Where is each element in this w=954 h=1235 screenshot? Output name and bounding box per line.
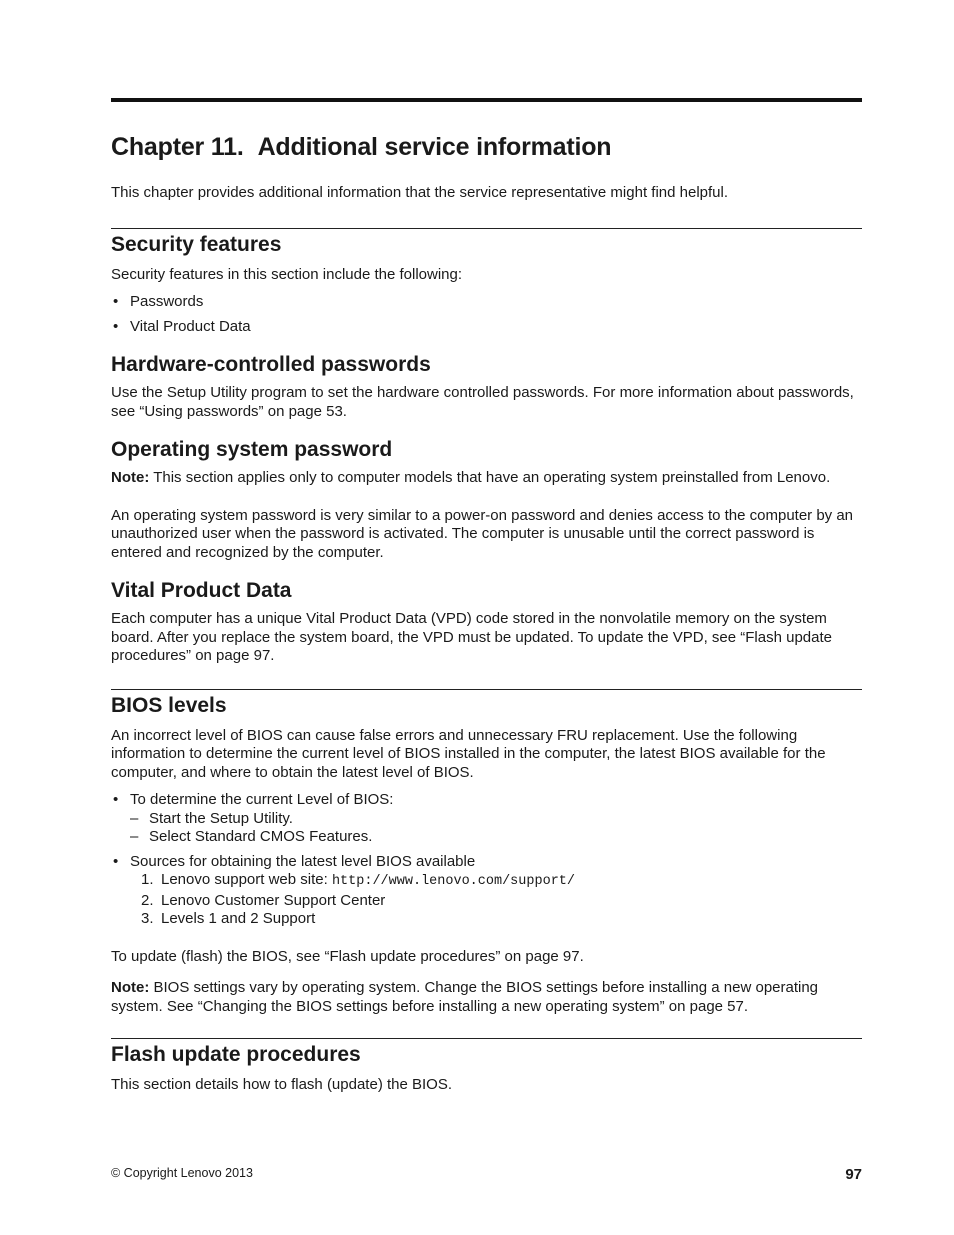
footer-copyright: © Copyright Lenovo 2013: [111, 1166, 253, 1180]
hardware-passwords-heading: Hardware-controlled passwords: [111, 353, 431, 376]
list-item: • Vital Product Data: [111, 318, 862, 337]
bios-sources-label: Sources for obtaining the latest level BIOS available: [130, 852, 476, 870]
item-number: 3.: [141, 910, 154, 927]
bios-list: [111, 791, 862, 929]
note-text: This section applies only to computer models that have an operating system preinstalled from Lenovo.: [149, 469, 831, 486]
section-rule: [111, 228, 862, 229]
hardware-passwords-text: Use the Setup Utility program to set the hardware controlled passwords. For more information about passwords, see “Using passwords” on page 53.: [111, 384, 854, 420]
item-number: 2.: [141, 891, 154, 909]
list-item: [130, 910, 862, 929]
list-item: • Passwords: [111, 293, 862, 312]
list-item: – Select Standard CMOS Features.: [130, 828, 862, 847]
support-link[interactable]: http://www.lenovo.com/support/: [331, 874, 575, 889]
top-rule: [111, 98, 862, 102]
vpd-text: Each computer has a unique Vital Product Data (VPD) code stored in the nonvolatile memory on the system board. After you replace the system board, the VPD must be updated. To update the VPD, see “Flash update procedures” on page 97.: [111, 610, 832, 664]
os-password-text: An operating system password is very similar to a power-on password and denies access to the computer by an unauthorized user when the password is activated. The computer is unusable until the correct password is entered and recognized by the computer.: [111, 506, 854, 561]
document-page: [111, 0, 862, 1235]
list-item: – Start the Setup Utility.: [130, 810, 862, 829]
flash-text: This section details how to flash (update) the BIOS.: [111, 1076, 453, 1093]
bios-note: [111, 979, 862, 1016]
page-number: 97: [845, 1166, 862, 1183]
bios-heading: BIOS levels: [111, 693, 227, 717]
note-text: BIOS settings vary by operating system. Change the BIOS settings before installing a new operating system. See “Changing the BIOS settings before installing a new operating system” on page 57.: [111, 979, 819, 1015]
list-item: [130, 892, 862, 911]
item-text: Lenovo support web site:: [161, 871, 332, 888]
chapter-title: [111, 133, 611, 162]
item-number: 1.: [141, 871, 154, 888]
os-password-heading: Operating system password: [111, 438, 393, 461]
note-label: Note:: [111, 979, 150, 996]
section-rule: [111, 689, 862, 690]
list-item: [111, 791, 862, 847]
bios-intro: An incorrect level of BIOS can cause false errors and unnecessary FRU replacement. Use the following information to determine the current level of BIOS installed in the computer, the latest BIOS available for the computer, and where to obtain the latest level of BIOS.: [111, 726, 826, 781]
bios-sources-list: [130, 871, 862, 929]
item-text: Lenovo Customer Support Center: [161, 891, 386, 909]
os-password-note: [111, 469, 862, 488]
section-rule: [111, 1038, 862, 1039]
bios-update-text: To update (flash) the BIOS, see “Flash update procedures” on page 97.: [111, 947, 584, 965]
page-content: [111, 184, 862, 1095]
vpd-heading: Vital Product Data: [111, 579, 292, 602]
chapter-number: Chapter 11.: [111, 133, 244, 161]
flash-heading: Flash update procedures: [111, 1043, 361, 1066]
security-heading: Security features: [111, 232, 282, 256]
note-label: Note:: [111, 469, 150, 486]
bios-determine-steps: [130, 810, 862, 847]
list-item: [130, 871, 862, 892]
list-item: [111, 853, 862, 929]
bios-determine-label: To determine the current Level of BIOS:: [130, 791, 394, 808]
chapter-name: Additional service information: [257, 133, 612, 161]
security-list: [111, 293, 862, 336]
chapter-intro: This chapter provides additional information that the service representative might find helpful.: [111, 184, 728, 201]
security-intro: Security features in this section include the following:: [111, 265, 463, 283]
item-text: Levels 1 and 2 Support: [161, 910, 316, 927]
